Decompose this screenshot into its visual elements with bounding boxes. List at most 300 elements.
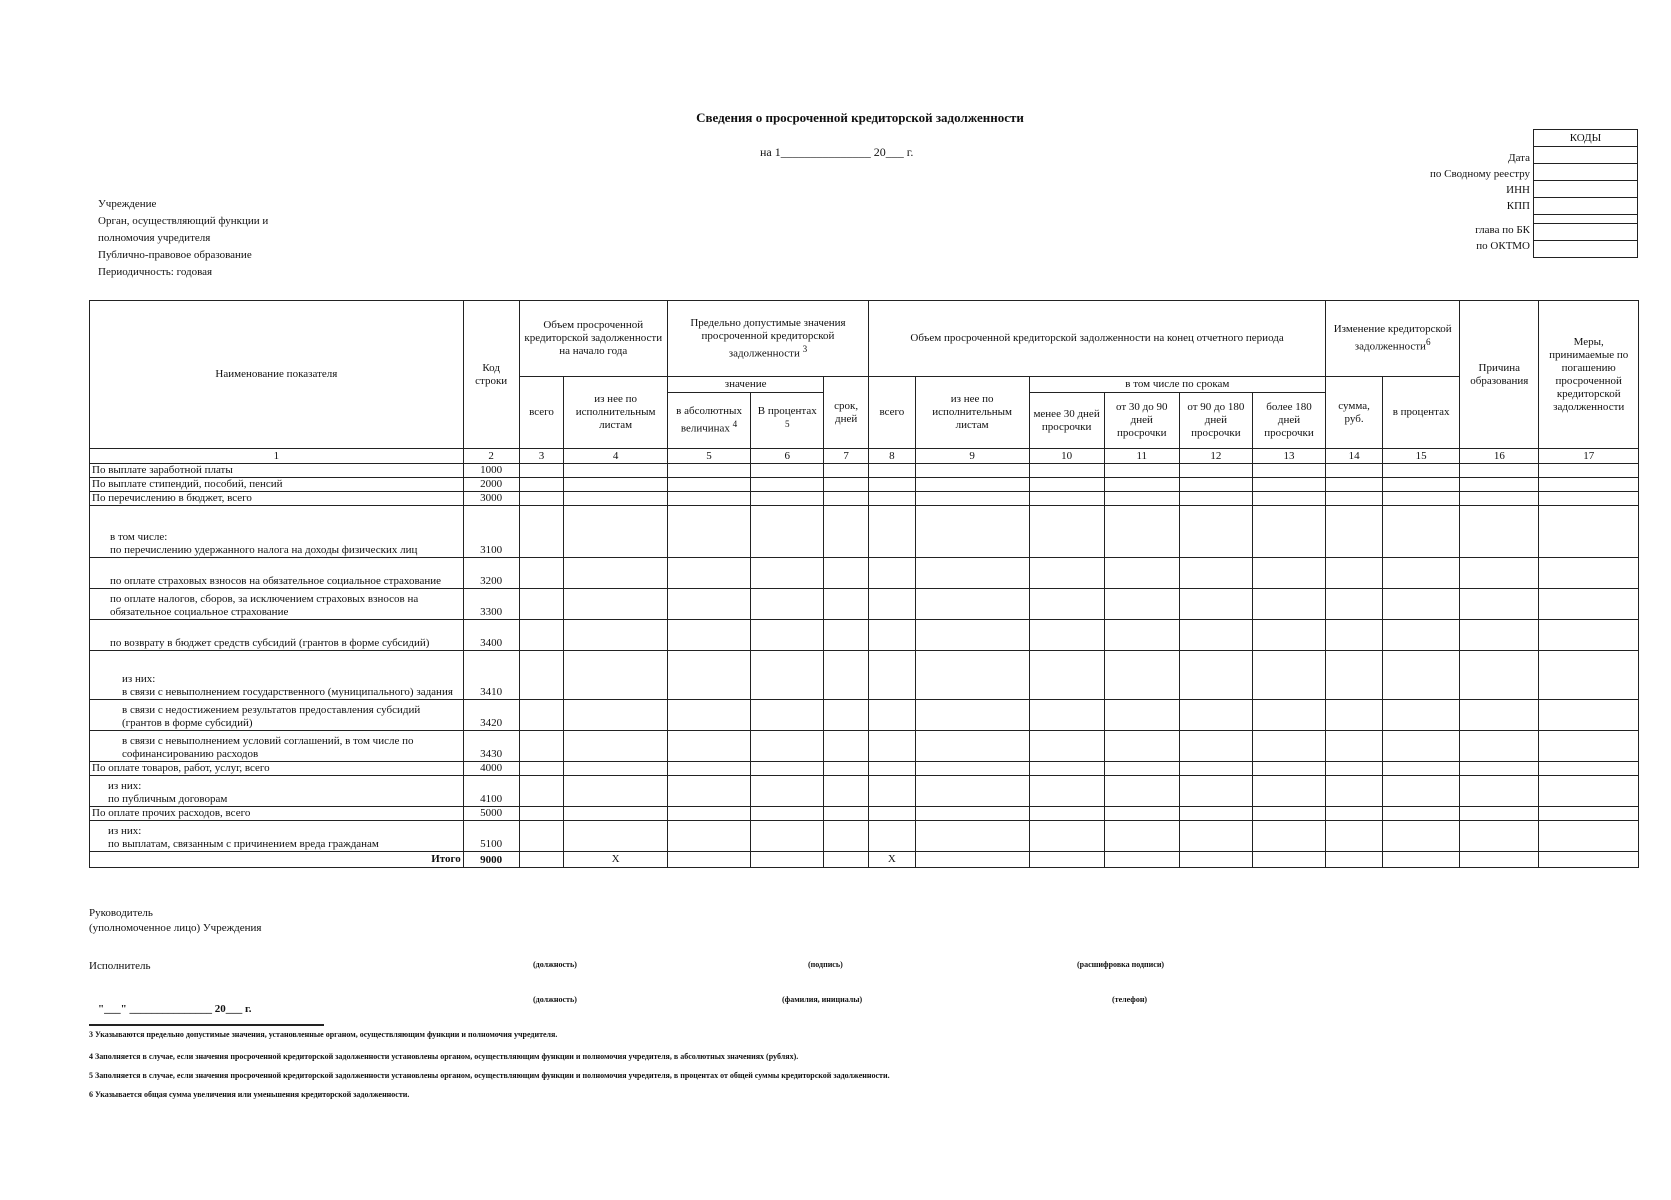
- code-cell-budget-chapter[interactable]: [1534, 224, 1637, 241]
- table-cell[interactable]: [915, 478, 1029, 492]
- table-cell[interactable]: [869, 651, 916, 700]
- table-cell[interactable]: [667, 589, 750, 620]
- table-cell[interactable]: [1104, 852, 1179, 868]
- table-cell[interactable]: [824, 589, 869, 620]
- table-cell[interactable]: [1460, 776, 1539, 807]
- table-cell[interactable]: [519, 478, 564, 492]
- table-cell[interactable]: [915, 776, 1029, 807]
- table-cell[interactable]: [1539, 776, 1639, 807]
- table-cell[interactable]: [1383, 807, 1460, 821]
- table-cell[interactable]: [1539, 852, 1639, 868]
- table-cell[interactable]: [1029, 620, 1104, 651]
- header-end-of-period: Объем просроченной кредиторской задолженности на конец отчетного периода: [869, 301, 1326, 377]
- code-cell-oktmo[interactable]: [1534, 241, 1637, 257]
- table-cell[interactable]: [1460, 558, 1539, 589]
- table-cell[interactable]: [751, 731, 824, 762]
- table-cell[interactable]: [1029, 478, 1104, 492]
- table-cell[interactable]: [1252, 620, 1325, 651]
- table-cell[interactable]: [1326, 776, 1383, 807]
- table-cell[interactable]: [1104, 776, 1179, 807]
- table-cell[interactable]: [751, 464, 824, 478]
- table-cell[interactable]: [1179, 852, 1252, 868]
- table-row: [90, 762, 1639, 776]
- table-cell[interactable]: [1539, 762, 1639, 776]
- codes-labels: [1330, 150, 1530, 254]
- table-cell[interactable]: [1104, 478, 1179, 492]
- table-cell[interactable]: [1539, 700, 1639, 731]
- table-cell[interactable]: [1179, 558, 1252, 589]
- table-cell[interactable]: [1460, 506, 1539, 558]
- table-cell[interactable]: [1460, 620, 1539, 651]
- table-cell[interactable]: [1460, 807, 1539, 821]
- row-name: По оплате товаров, работ, услуг, всего: [90, 762, 464, 776]
- header-start-of-year: Объем просроченной кредиторской задолженности на начало года: [519, 301, 667, 377]
- code-cell-empty[interactable]: [1534, 215, 1637, 224]
- codes-box: [1533, 129, 1638, 258]
- table-cell[interactable]: [824, 700, 869, 731]
- table-cell[interactable]: [519, 492, 564, 506]
- table-cell[interactable]: [915, 807, 1029, 821]
- table-cell[interactable]: [667, 821, 750, 852]
- table-cell[interactable]: [1104, 807, 1179, 821]
- table-cell[interactable]: [751, 620, 824, 651]
- table-cell[interactable]: [1383, 776, 1460, 807]
- table-cell[interactable]: [1029, 762, 1104, 776]
- total-code: 9000: [463, 852, 519, 868]
- table-cell[interactable]: [751, 762, 824, 776]
- table-cell[interactable]: [869, 620, 916, 651]
- table-cell[interactable]: [1326, 731, 1383, 762]
- table-cell[interactable]: [1179, 776, 1252, 807]
- table-cell[interactable]: [1460, 731, 1539, 762]
- table-cell[interactable]: [1383, 852, 1460, 868]
- table-cell[interactable]: [1383, 589, 1460, 620]
- column-number: 7: [824, 449, 869, 464]
- column-number: 17: [1539, 449, 1639, 464]
- row-name: По оплате прочих расходов, всего: [90, 807, 464, 821]
- table-cell[interactable]: [1539, 492, 1639, 506]
- x-mark: X: [869, 852, 916, 868]
- table-cell[interactable]: [1179, 478, 1252, 492]
- table-cell[interactable]: [751, 852, 824, 868]
- table-cell[interactable]: [751, 807, 824, 821]
- table-cell[interactable]: [869, 589, 916, 620]
- row-code: 3400: [463, 620, 519, 651]
- table-cell[interactable]: [1179, 807, 1252, 821]
- table-cell[interactable]: [1029, 807, 1104, 821]
- head-label: Руководитель: [89, 907, 153, 919]
- table-cell[interactable]: [1460, 762, 1539, 776]
- table-cell[interactable]: [1326, 492, 1383, 506]
- table-cell[interactable]: [1104, 821, 1179, 852]
- codes-header: КОДЫ: [1534, 130, 1637, 147]
- code-cell-date[interactable]: [1534, 147, 1637, 164]
- table-cell[interactable]: [667, 731, 750, 762]
- column-number: 11: [1104, 449, 1179, 464]
- table-cell[interactable]: [519, 558, 564, 589]
- table-cell[interactable]: [751, 478, 824, 492]
- table-cell[interactable]: [1029, 700, 1104, 731]
- table-cell[interactable]: [824, 776, 869, 807]
- header-sum-rub: сумма, руб.: [1326, 377, 1383, 449]
- column-number: 15: [1383, 449, 1460, 464]
- table-cell[interactable]: [1104, 492, 1179, 506]
- table-cell[interactable]: [1383, 620, 1460, 651]
- row-name: в том числе: по перечислению удержанного налога на доходы физических лиц: [90, 506, 464, 558]
- table-row: [90, 506, 1639, 558]
- table-cell[interactable]: [564, 700, 668, 731]
- footnote-6: 6 Указывается общая сумма увеличения или уменьшения кредиторской задолженности.: [89, 1090, 410, 1099]
- header-gt180: более 180 дней просрочки: [1252, 393, 1325, 449]
- table-cell[interactable]: [915, 506, 1029, 558]
- table-cell[interactable]: [1179, 762, 1252, 776]
- signature-date: "___" _______________ 20___ г.: [98, 1003, 252, 1015]
- table-cell[interactable]: [1383, 762, 1460, 776]
- table-cell[interactable]: [1539, 651, 1639, 700]
- table-cell[interactable]: [519, 589, 564, 620]
- org-line: Учреждение: [98, 198, 157, 210]
- table-cell[interactable]: [1252, 506, 1325, 558]
- table-cell[interactable]: [667, 558, 750, 589]
- table-cell[interactable]: [1179, 492, 1252, 506]
- table-cell[interactable]: [1252, 852, 1325, 868]
- table-cell[interactable]: [564, 506, 668, 558]
- table-cell[interactable]: [1383, 464, 1460, 478]
- table-cell[interactable]: [1252, 807, 1325, 821]
- code-label-inn: ИНН: [1506, 184, 1530, 196]
- table-cell[interactable]: [564, 731, 668, 762]
- table-cell[interactable]: [667, 620, 750, 651]
- table-cell[interactable]: [1539, 506, 1639, 558]
- table-cell[interactable]: [1539, 558, 1639, 589]
- header-value: значение: [667, 377, 823, 393]
- row-code: 3410: [463, 651, 519, 700]
- table-cell[interactable]: [1326, 807, 1383, 821]
- table-cell[interactable]: [1104, 589, 1179, 620]
- table-cell[interactable]: [824, 464, 869, 478]
- table-cell[interactable]: [564, 651, 668, 700]
- column-number: 9: [915, 449, 1029, 464]
- table-row: [90, 620, 1639, 651]
- table-cell[interactable]: [1326, 620, 1383, 651]
- column-number: 4: [564, 449, 668, 464]
- table-cell[interactable]: [869, 700, 916, 731]
- table-cell[interactable]: [1029, 651, 1104, 700]
- table-cell[interactable]: [519, 776, 564, 807]
- table-cell[interactable]: [1029, 589, 1104, 620]
- table-cell[interactable]: [519, 651, 564, 700]
- table-cell[interactable]: [1326, 700, 1383, 731]
- caption-phone: (телефон): [1112, 995, 1148, 1004]
- table-cell[interactable]: [915, 852, 1029, 868]
- row-name: По выплате стипендий, пособий, пенсий: [90, 478, 464, 492]
- total-row: [90, 852, 1639, 868]
- table-cell[interactable]: [1383, 506, 1460, 558]
- table-cell[interactable]: [1539, 464, 1639, 478]
- row-code: 2000: [463, 478, 519, 492]
- table-cell[interactable]: [1252, 731, 1325, 762]
- table-cell[interactable]: [1539, 821, 1639, 852]
- table-row: [90, 464, 1639, 478]
- table-row: [90, 700, 1639, 731]
- caption-decoding: (расшифровка подписи): [1077, 960, 1165, 969]
- table-cell[interactable]: [1252, 762, 1325, 776]
- table-cell[interactable]: [564, 478, 668, 492]
- table-cell[interactable]: [1029, 852, 1104, 868]
- table-cell[interactable]: [667, 852, 750, 868]
- table-cell[interactable]: [1104, 731, 1179, 762]
- table-cell[interactable]: [1460, 821, 1539, 852]
- table-cell[interactable]: [1326, 852, 1383, 868]
- table-cell[interactable]: [824, 651, 869, 700]
- table-cell[interactable]: [667, 700, 750, 731]
- table-cell[interactable]: [1383, 492, 1460, 506]
- table-cell[interactable]: [667, 464, 750, 478]
- table-cell[interactable]: [667, 478, 750, 492]
- code-label-date: Дата: [1508, 152, 1530, 164]
- table-cell[interactable]: [1104, 700, 1179, 731]
- table-cell[interactable]: [869, 506, 916, 558]
- table-cell[interactable]: [1326, 464, 1383, 478]
- report-date-line: на 1_______________ 20___ г.: [760, 145, 914, 159]
- table-cell[interactable]: [667, 506, 750, 558]
- table-cell[interactable]: [519, 464, 564, 478]
- code-cell-registry[interactable]: [1534, 164, 1637, 181]
- table-cell[interactable]: [915, 464, 1029, 478]
- table-cell[interactable]: [1539, 620, 1639, 651]
- code-label-oktmo: по ОКТМО: [1476, 240, 1530, 252]
- table-cell[interactable]: [1029, 731, 1104, 762]
- table-cell[interactable]: [1104, 620, 1179, 651]
- org-line: полномочия учредителя: [98, 232, 211, 244]
- row-code: 3000: [463, 492, 519, 506]
- table-cell[interactable]: [915, 651, 1029, 700]
- table-cell[interactable]: [1326, 506, 1383, 558]
- table-cell[interactable]: [824, 620, 869, 651]
- table-cell[interactable]: [1179, 821, 1252, 852]
- table-cell[interactable]: [1252, 776, 1325, 807]
- table-cell[interactable]: [751, 492, 824, 506]
- table-cell[interactable]: [869, 762, 916, 776]
- table-cell[interactable]: [667, 651, 750, 700]
- table-cell[interactable]: [751, 776, 824, 807]
- table-cell[interactable]: [1383, 731, 1460, 762]
- table-cell[interactable]: [751, 589, 824, 620]
- table-cell[interactable]: [1383, 821, 1460, 852]
- table-cell[interactable]: [1104, 558, 1179, 589]
- table-cell[interactable]: [519, 620, 564, 651]
- table-cell[interactable]: [824, 506, 869, 558]
- table-cell[interactable]: [1104, 762, 1179, 776]
- code-label-registry: по Сводному реестру: [1430, 168, 1530, 180]
- table-cell[interactable]: [1460, 464, 1539, 478]
- table-cell[interactable]: [1029, 558, 1104, 589]
- table-cell[interactable]: [869, 776, 916, 807]
- table-cell[interactable]: [564, 464, 668, 478]
- table-cell[interactable]: [824, 762, 869, 776]
- table-cell[interactable]: [1326, 762, 1383, 776]
- table-cell[interactable]: [1383, 558, 1460, 589]
- table-cell[interactable]: [1179, 506, 1252, 558]
- table-cell[interactable]: [1539, 731, 1639, 762]
- table-cell[interactable]: [824, 821, 869, 852]
- table-cell[interactable]: [824, 852, 869, 868]
- table-cell[interactable]: [1383, 651, 1460, 700]
- table-cell[interactable]: [1104, 506, 1179, 558]
- table-row: [90, 589, 1639, 620]
- table-cell[interactable]: [667, 776, 750, 807]
- table-cell[interactable]: [1252, 821, 1325, 852]
- header-by-term: в том числе по срокам: [1029, 377, 1326, 393]
- row-name: в связи с невыполнением условий соглашений, в том числе по софинансированию расходов: [90, 731, 464, 762]
- table-cell[interactable]: [751, 558, 824, 589]
- table-cell[interactable]: [1252, 478, 1325, 492]
- header-lt30: менее 30 дней просрочки: [1029, 393, 1104, 449]
- header-absolute: в абсолютных величинах $^4$: [667, 393, 750, 449]
- table-cell[interactable]: [519, 762, 564, 776]
- table-cell[interactable]: [1383, 700, 1460, 731]
- row-name: по оплате налогов, сборов, за исключением страховых взносов на обязательное социальное страхование: [90, 589, 464, 620]
- table-cell[interactable]: [1539, 478, 1639, 492]
- table-cell[interactable]: [869, 731, 916, 762]
- header-measures: Меры, принимаемые по погашению просроченной кредиторской задолженности: [1539, 301, 1639, 449]
- table-cell[interactable]: [564, 807, 668, 821]
- table-cell[interactable]: [824, 492, 869, 506]
- table-cell[interactable]: [519, 807, 564, 821]
- table-cell[interactable]: [519, 852, 564, 868]
- table-cell[interactable]: [1326, 821, 1383, 852]
- table-cell[interactable]: [1179, 700, 1252, 731]
- table-cell[interactable]: [1029, 492, 1104, 506]
- table-cell[interactable]: [1029, 464, 1104, 478]
- header-line-code: Код строки: [463, 301, 519, 449]
- table-cell[interactable]: [1029, 776, 1104, 807]
- table-cell[interactable]: [915, 762, 1029, 776]
- row-name: из них: в связи с невыполнением государственного (муниципального) задания: [90, 651, 464, 700]
- header-change: Изменение кредиторской задолженности$^6$: [1326, 301, 1460, 377]
- table-cell[interactable]: [869, 478, 916, 492]
- table-cell[interactable]: [869, 821, 916, 852]
- table-cell[interactable]: [1104, 651, 1179, 700]
- column-number: 6: [751, 449, 824, 464]
- table-cell[interactable]: [915, 589, 1029, 620]
- code-cell-kpp[interactable]: [1534, 198, 1637, 215]
- table-cell[interactable]: [915, 558, 1029, 589]
- table-cell[interactable]: [1326, 478, 1383, 492]
- table-cell[interactable]: [751, 821, 824, 852]
- row-code: 5100: [463, 821, 519, 852]
- table-cell[interactable]: [1179, 589, 1252, 620]
- table-cell[interactable]: [915, 821, 1029, 852]
- table-cell[interactable]: [1460, 478, 1539, 492]
- org-line: Публично-правовое образование: [98, 249, 252, 261]
- code-cell-inn[interactable]: [1534, 181, 1637, 198]
- table-cell[interactable]: [824, 558, 869, 589]
- x-mark: X: [564, 852, 668, 868]
- table-cell[interactable]: [519, 700, 564, 731]
- table-cell[interactable]: [751, 651, 824, 700]
- table-cell[interactable]: [1252, 464, 1325, 478]
- table-cell[interactable]: [1104, 464, 1179, 478]
- row-name: по возврату в бюджет средств субсидий (грантов в форме субсидий): [90, 620, 464, 651]
- table-cell[interactable]: [869, 807, 916, 821]
- table-cell[interactable]: [915, 492, 1029, 506]
- table-cell[interactable]: [667, 492, 750, 506]
- executor-label: Исполнитель: [89, 960, 151, 972]
- table-cell[interactable]: [1179, 464, 1252, 478]
- table-cell[interactable]: [915, 731, 1029, 762]
- footnote-3: 3 Указываются предельно допустимые значения, установленные органом, осуществляющим функции и полномочия учредителя.: [89, 1030, 558, 1039]
- column-number: 2: [463, 449, 519, 464]
- table-cell[interactable]: [1252, 700, 1325, 731]
- table-cell[interactable]: [1460, 852, 1539, 868]
- table-cell[interactable]: [519, 821, 564, 852]
- table-cell[interactable]: [915, 700, 1029, 731]
- table-cell[interactable]: [564, 558, 668, 589]
- table-cell[interactable]: [1539, 807, 1639, 821]
- org-line: Орган, осуществляющий функции и: [98, 215, 269, 227]
- table-cell[interactable]: [751, 506, 824, 558]
- table-cell[interactable]: [1460, 651, 1539, 700]
- table-row: [90, 651, 1639, 700]
- table-cell[interactable]: [751, 700, 824, 731]
- table-cell[interactable]: [564, 492, 668, 506]
- table-cell[interactable]: [519, 506, 564, 558]
- table-cell[interactable]: [824, 807, 869, 821]
- table-cell[interactable]: [869, 464, 916, 478]
- page-title: Сведения о просроченной кредиторской задолженности: [696, 110, 1024, 125]
- table-cell[interactable]: [824, 478, 869, 492]
- table-cell[interactable]: [1252, 589, 1325, 620]
- table-cell[interactable]: [824, 731, 869, 762]
- table-row: [90, 492, 1639, 506]
- table-cell[interactable]: [564, 762, 668, 776]
- table-cell[interactable]: [667, 807, 750, 821]
- table-cell[interactable]: [1460, 700, 1539, 731]
- table-cell[interactable]: [1326, 651, 1383, 700]
- table-cell[interactable]: [1029, 506, 1104, 558]
- table-cell[interactable]: [1179, 731, 1252, 762]
- table-cell[interactable]: [519, 731, 564, 762]
- table-cell[interactable]: [564, 589, 668, 620]
- table-cell[interactable]: [1326, 558, 1383, 589]
- table-cell[interactable]: [1383, 478, 1460, 492]
- table-cell[interactable]: [564, 776, 668, 807]
- table-cell[interactable]: [1179, 620, 1252, 651]
- table-cell[interactable]: [869, 558, 916, 589]
- table-cell[interactable]: [564, 821, 668, 852]
- table-cell[interactable]: [667, 762, 750, 776]
- table-cell[interactable]: [1460, 492, 1539, 506]
- table-cell[interactable]: [1029, 821, 1104, 852]
- table-cell[interactable]: [869, 492, 916, 506]
- table-cell[interactable]: [1179, 651, 1252, 700]
- table-cell[interactable]: [1460, 589, 1539, 620]
- table-cell[interactable]: [564, 620, 668, 651]
- table-cell[interactable]: [1539, 589, 1639, 620]
- table-row: [90, 776, 1639, 807]
- table-body: [90, 464, 1639, 852]
- table-row: [90, 478, 1639, 492]
- table-cell[interactable]: [1326, 589, 1383, 620]
- row-code: 3100: [463, 506, 519, 558]
- header-exec-end: из нее по исполнительным листам: [915, 377, 1029, 449]
- table-cell[interactable]: [1252, 492, 1325, 506]
- table-cell[interactable]: [915, 620, 1029, 651]
- table-cell[interactable]: [1252, 651, 1325, 700]
- caption-position-2: (должность): [533, 995, 577, 1004]
- table-cell[interactable]: [1252, 558, 1325, 589]
